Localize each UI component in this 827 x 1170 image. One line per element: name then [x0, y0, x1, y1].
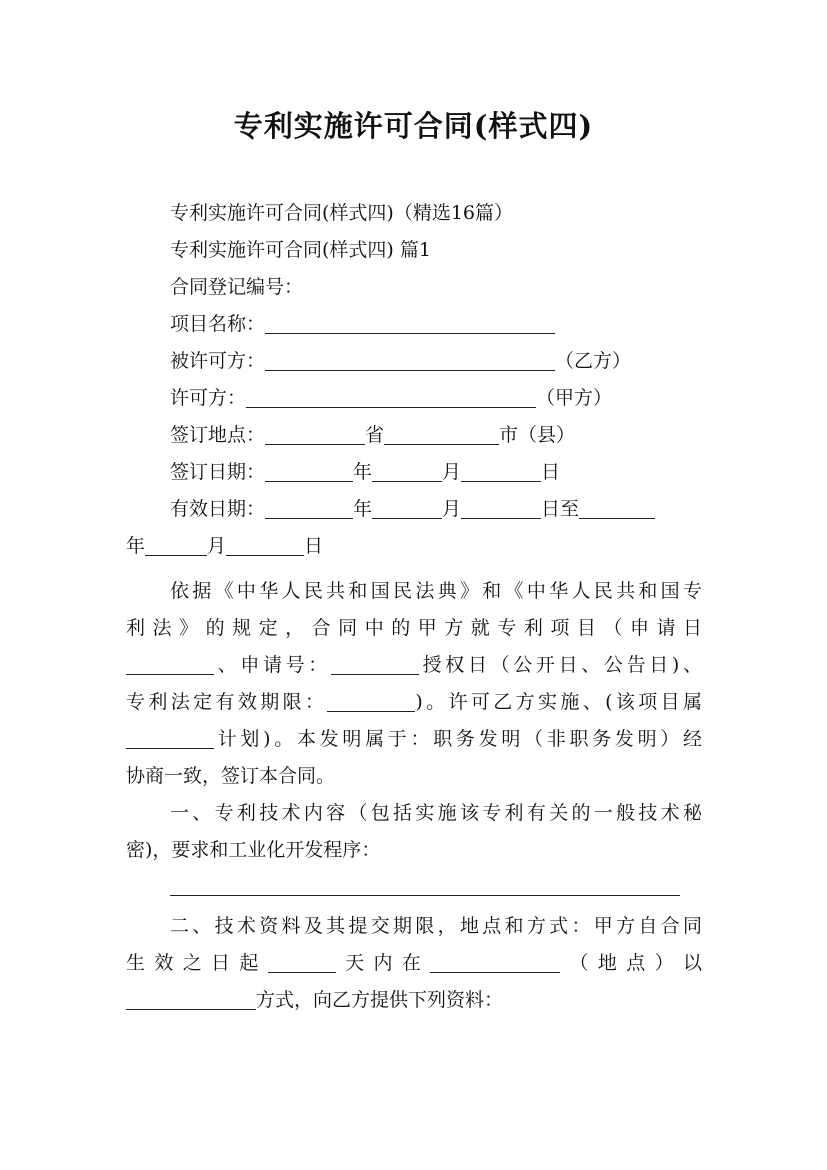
city-label: 市（县） — [499, 424, 576, 446]
valid-period-row — [126, 491, 702, 528]
sign-year-blank — [265, 459, 353, 482]
end-year-label: 年 — [126, 535, 146, 557]
tech-content-blank — [170, 869, 680, 896]
clause-1-line-1: 一、专利技术内容（包括实施该专利有关的一般技术秘 — [170, 802, 702, 824]
license-scope-text: )。许可乙方实施、(该项目属 — [415, 691, 702, 713]
city-blank — [384, 422, 499, 445]
licensor-row — [126, 380, 702, 417]
document-title: 专利实施许可合同(样式四) — [233, 109, 594, 143]
basis-line-3 — [126, 647, 702, 684]
basis-line-2: 利法》的规定，合同中的甲方就专利项目（申请日 — [126, 617, 702, 639]
clause-2-line-1: 二、技术资料及其提交期限，地点和方式：甲方自合同 — [170, 915, 702, 937]
document-body — [126, 195, 702, 1019]
sign-date-row — [126, 454, 702, 491]
valid-end-year-blank — [579, 496, 655, 519]
clause-1-line-2: 密)，要求和工业化开发程序： — [126, 839, 381, 861]
valid-day-to-label: 日至 — [541, 498, 580, 520]
valid-year-blank — [265, 496, 353, 519]
basis-paragraph — [126, 573, 702, 795]
method-text: 方式，向乙方提供下列资料： — [256, 989, 504, 1011]
licensee-label: 被许可方： — [170, 350, 266, 372]
valid-period-label: 有效日期： — [170, 498, 266, 520]
basis-line-5 — [126, 721, 702, 758]
plan-blank — [126, 726, 214, 749]
clause-1 — [126, 795, 702, 869]
place-label: （地点）以 — [560, 952, 702, 974]
valid-day-blank — [461, 496, 541, 519]
contract-reg-no — [126, 269, 702, 306]
project-name-blank — [265, 311, 555, 334]
licensee-row — [126, 343, 702, 380]
province-blank — [265, 422, 365, 445]
valid-month-label: 月 — [442, 498, 462, 520]
sign-place-label: 签订地点： — [170, 424, 266, 446]
days-blank — [268, 950, 336, 973]
document-subtitle: 专利实施许可合同(样式四)（精选16篇） — [170, 202, 514, 224]
section-heading: 专利实施许可合同(样式四) 篇1 — [170, 239, 431, 261]
plan-text: 计划)。本发明属于：职务发明（非职务发明）经 — [214, 728, 702, 750]
basis-line-4 — [126, 684, 702, 721]
licensor-label: 许可方： — [170, 387, 247, 409]
valid-period-row-cont — [126, 528, 702, 565]
sign-date-label: 签订日期： — [170, 461, 266, 483]
apply-no-label: 、申请号： — [214, 654, 331, 676]
province-label: 省 — [365, 424, 385, 446]
end-day-blank — [226, 533, 304, 556]
reg-no-label: 合同登记编号： — [170, 276, 304, 298]
sign-year-label: 年 — [353, 461, 373, 483]
sign-month-label: 月 — [442, 461, 462, 483]
sign-place-row — [126, 417, 702, 454]
basis-line-1: 依据《中华人民共和国民法典》和《中华人民共和国专 — [170, 580, 702, 602]
apply-no-blank — [331, 652, 419, 675]
valid-term-label: 专利法定有效期限： — [126, 691, 328, 713]
licensee-suffix: （乙方） — [555, 350, 632, 372]
licensor-suffix: （甲方） — [536, 387, 613, 409]
licensee-blank — [265, 348, 555, 371]
end-month-blank — [145, 533, 207, 556]
valid-term-blank — [327, 689, 415, 712]
place-blank — [430, 950, 560, 973]
sign-day-blank — [461, 459, 541, 482]
valid-year-label: 年 — [353, 498, 373, 520]
valid-month-blank — [372, 496, 442, 519]
apply-date-blank — [126, 652, 214, 675]
project-name-label: 项目名称： — [170, 313, 266, 335]
project-name-row — [126, 306, 702, 343]
clause-2 — [126, 908, 702, 1019]
method-blank — [126, 987, 256, 1010]
days-in-label: 天内在 — [335, 952, 431, 974]
basis-line-6: 协商一致，签订本合同。 — [126, 765, 336, 787]
end-month-label: 月 — [207, 535, 227, 557]
licensor-blank — [246, 385, 536, 408]
clause-2-line-3 — [126, 982, 702, 1019]
effective-label: 生效之日起 — [126, 952, 268, 974]
sign-day-label: 日 — [541, 461, 561, 483]
end-day-label: 日 — [304, 535, 324, 557]
grant-date-label: 授权日（公开日、公告日)、 — [418, 654, 702, 676]
sign-month-blank — [372, 459, 442, 482]
clause-2-line-2 — [126, 945, 702, 982]
